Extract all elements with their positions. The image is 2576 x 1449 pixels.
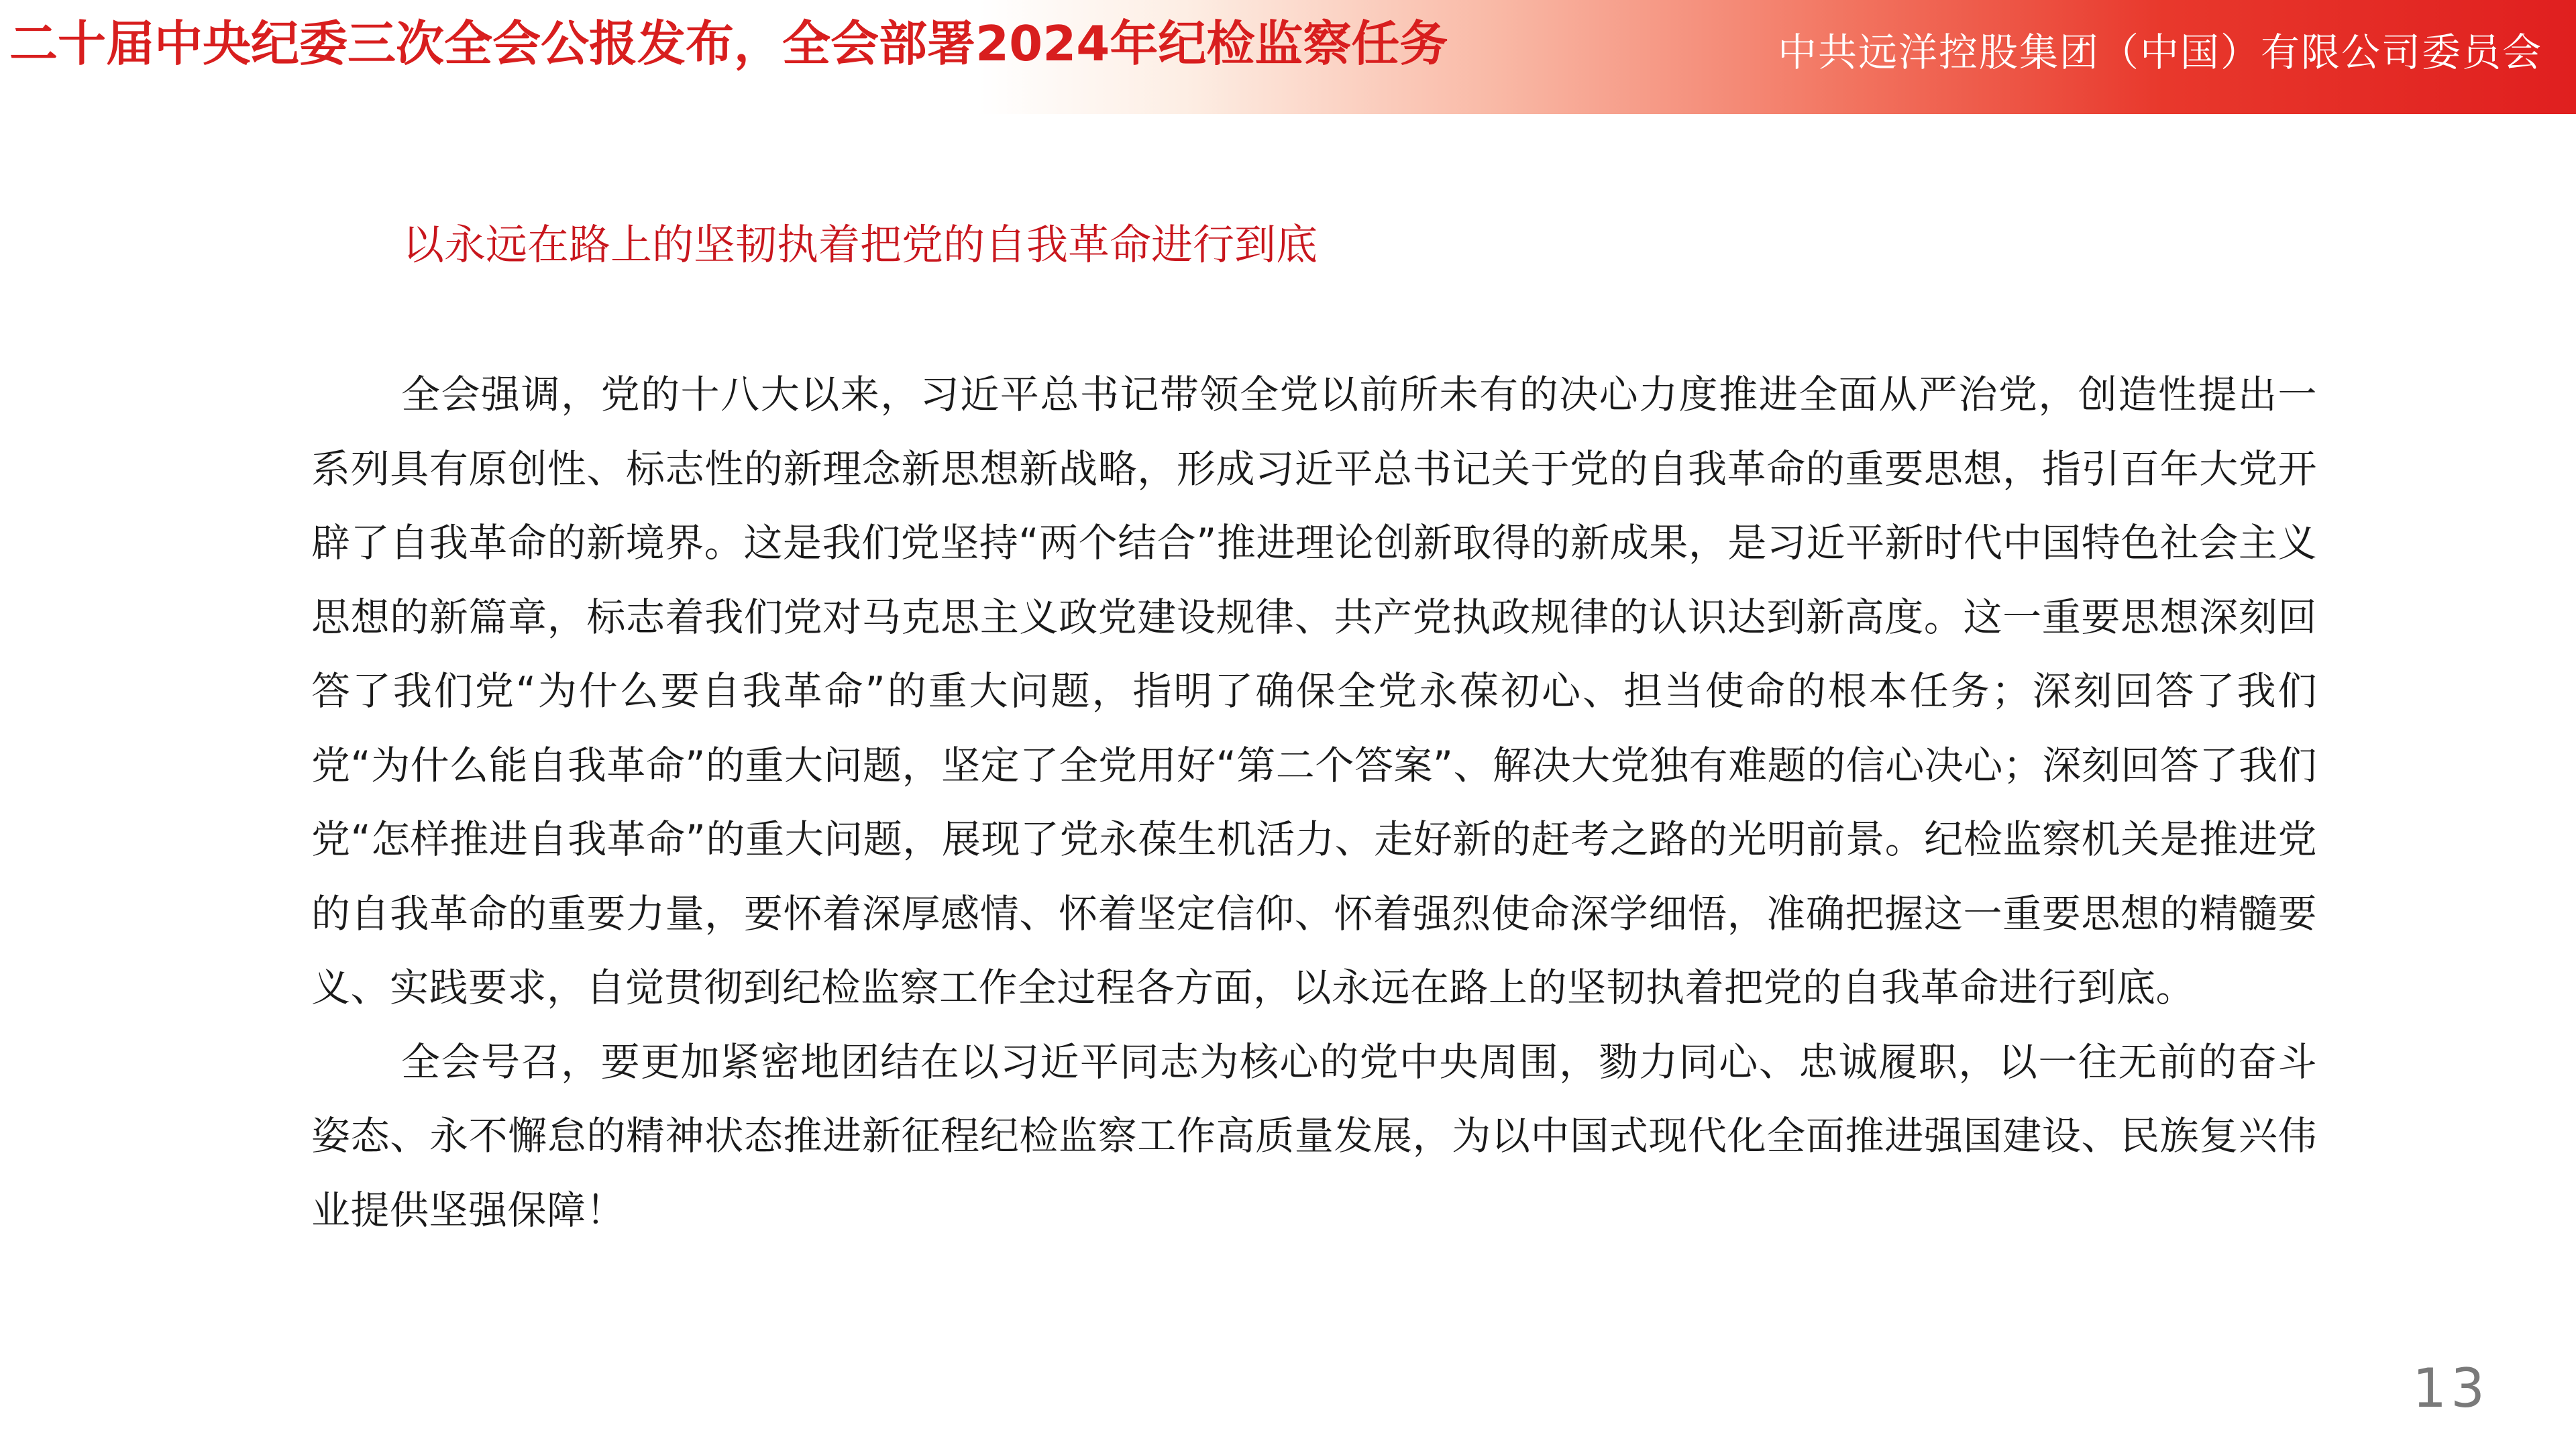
page-title: 二十届中央纪委三次全会公报发布，全会部署2024年纪检监察任务 [9,15,1448,72]
page-number: 13 [2412,1357,2489,1419]
article-body [311,358,2317,1247]
body-paragraph: 全会强调，党的十八大以来，习近平总书记带领全党以前所未有的决心力度推进全面从严治党，创造性提出一系列具有原创性、标志性的新理念新思想新战略，形成习近平总书记关于党的自我革命的重要思想，指引百年大党开辟了自我革命的新境界。这是我们党坚持“两个结合”推进理论创新取得的新成果，是习近平新时代中国特色社会主义思想的新篇章，标志着我们党对马克思主义政党建设规律、共产党执政规律的认识达到新高度。这一重要思想深刻回答了我们党“为什么要自我革命”的重大问题，指明了确保全党永葆初心、担当使命的根本任务；深刻回答了我们党“为什么能自我革命”的重大问题，坚定了全党用好“第二个答案”、解决大党独有难题的信心决心；深刻回答了我们党“怎样推进自我革命”的重大问题，展现了党永葆生机活力、走好新的赶考之路的光明前景。纪检监察机关是推进党的自我革命的重要力量，要怀着深厚感情、怀着坚定信仰、怀着强烈使命深学细悟，准确把握这一重要思想的精髓要义、实践要求，自觉贯彻到纪检监察工作全过程各方面，以永远在路上的坚韧执着把党的自我革命进行到底。 [311,372,2317,1010]
header-bar [0,0,2576,114]
section-heading: 以永远在路上的坚韧执着把党的自我革命进行到底 [402,220,1318,269]
organization-name: 中共远洋控股集团（中国）有限公司委员会 [1777,30,2542,75]
body-paragraph: 全会号召，要更加紧密地团结在以习近平同志为核心的党中央周围，勠力同心、忠诚履职，以一往无前的奋斗姿态、永不懈怠的精神状态推进新征程纪检监察工作高质量发展，为以中国式现代化全面推进强国建设、民族复兴伟业提供坚强保障！ [311,1038,2317,1233]
